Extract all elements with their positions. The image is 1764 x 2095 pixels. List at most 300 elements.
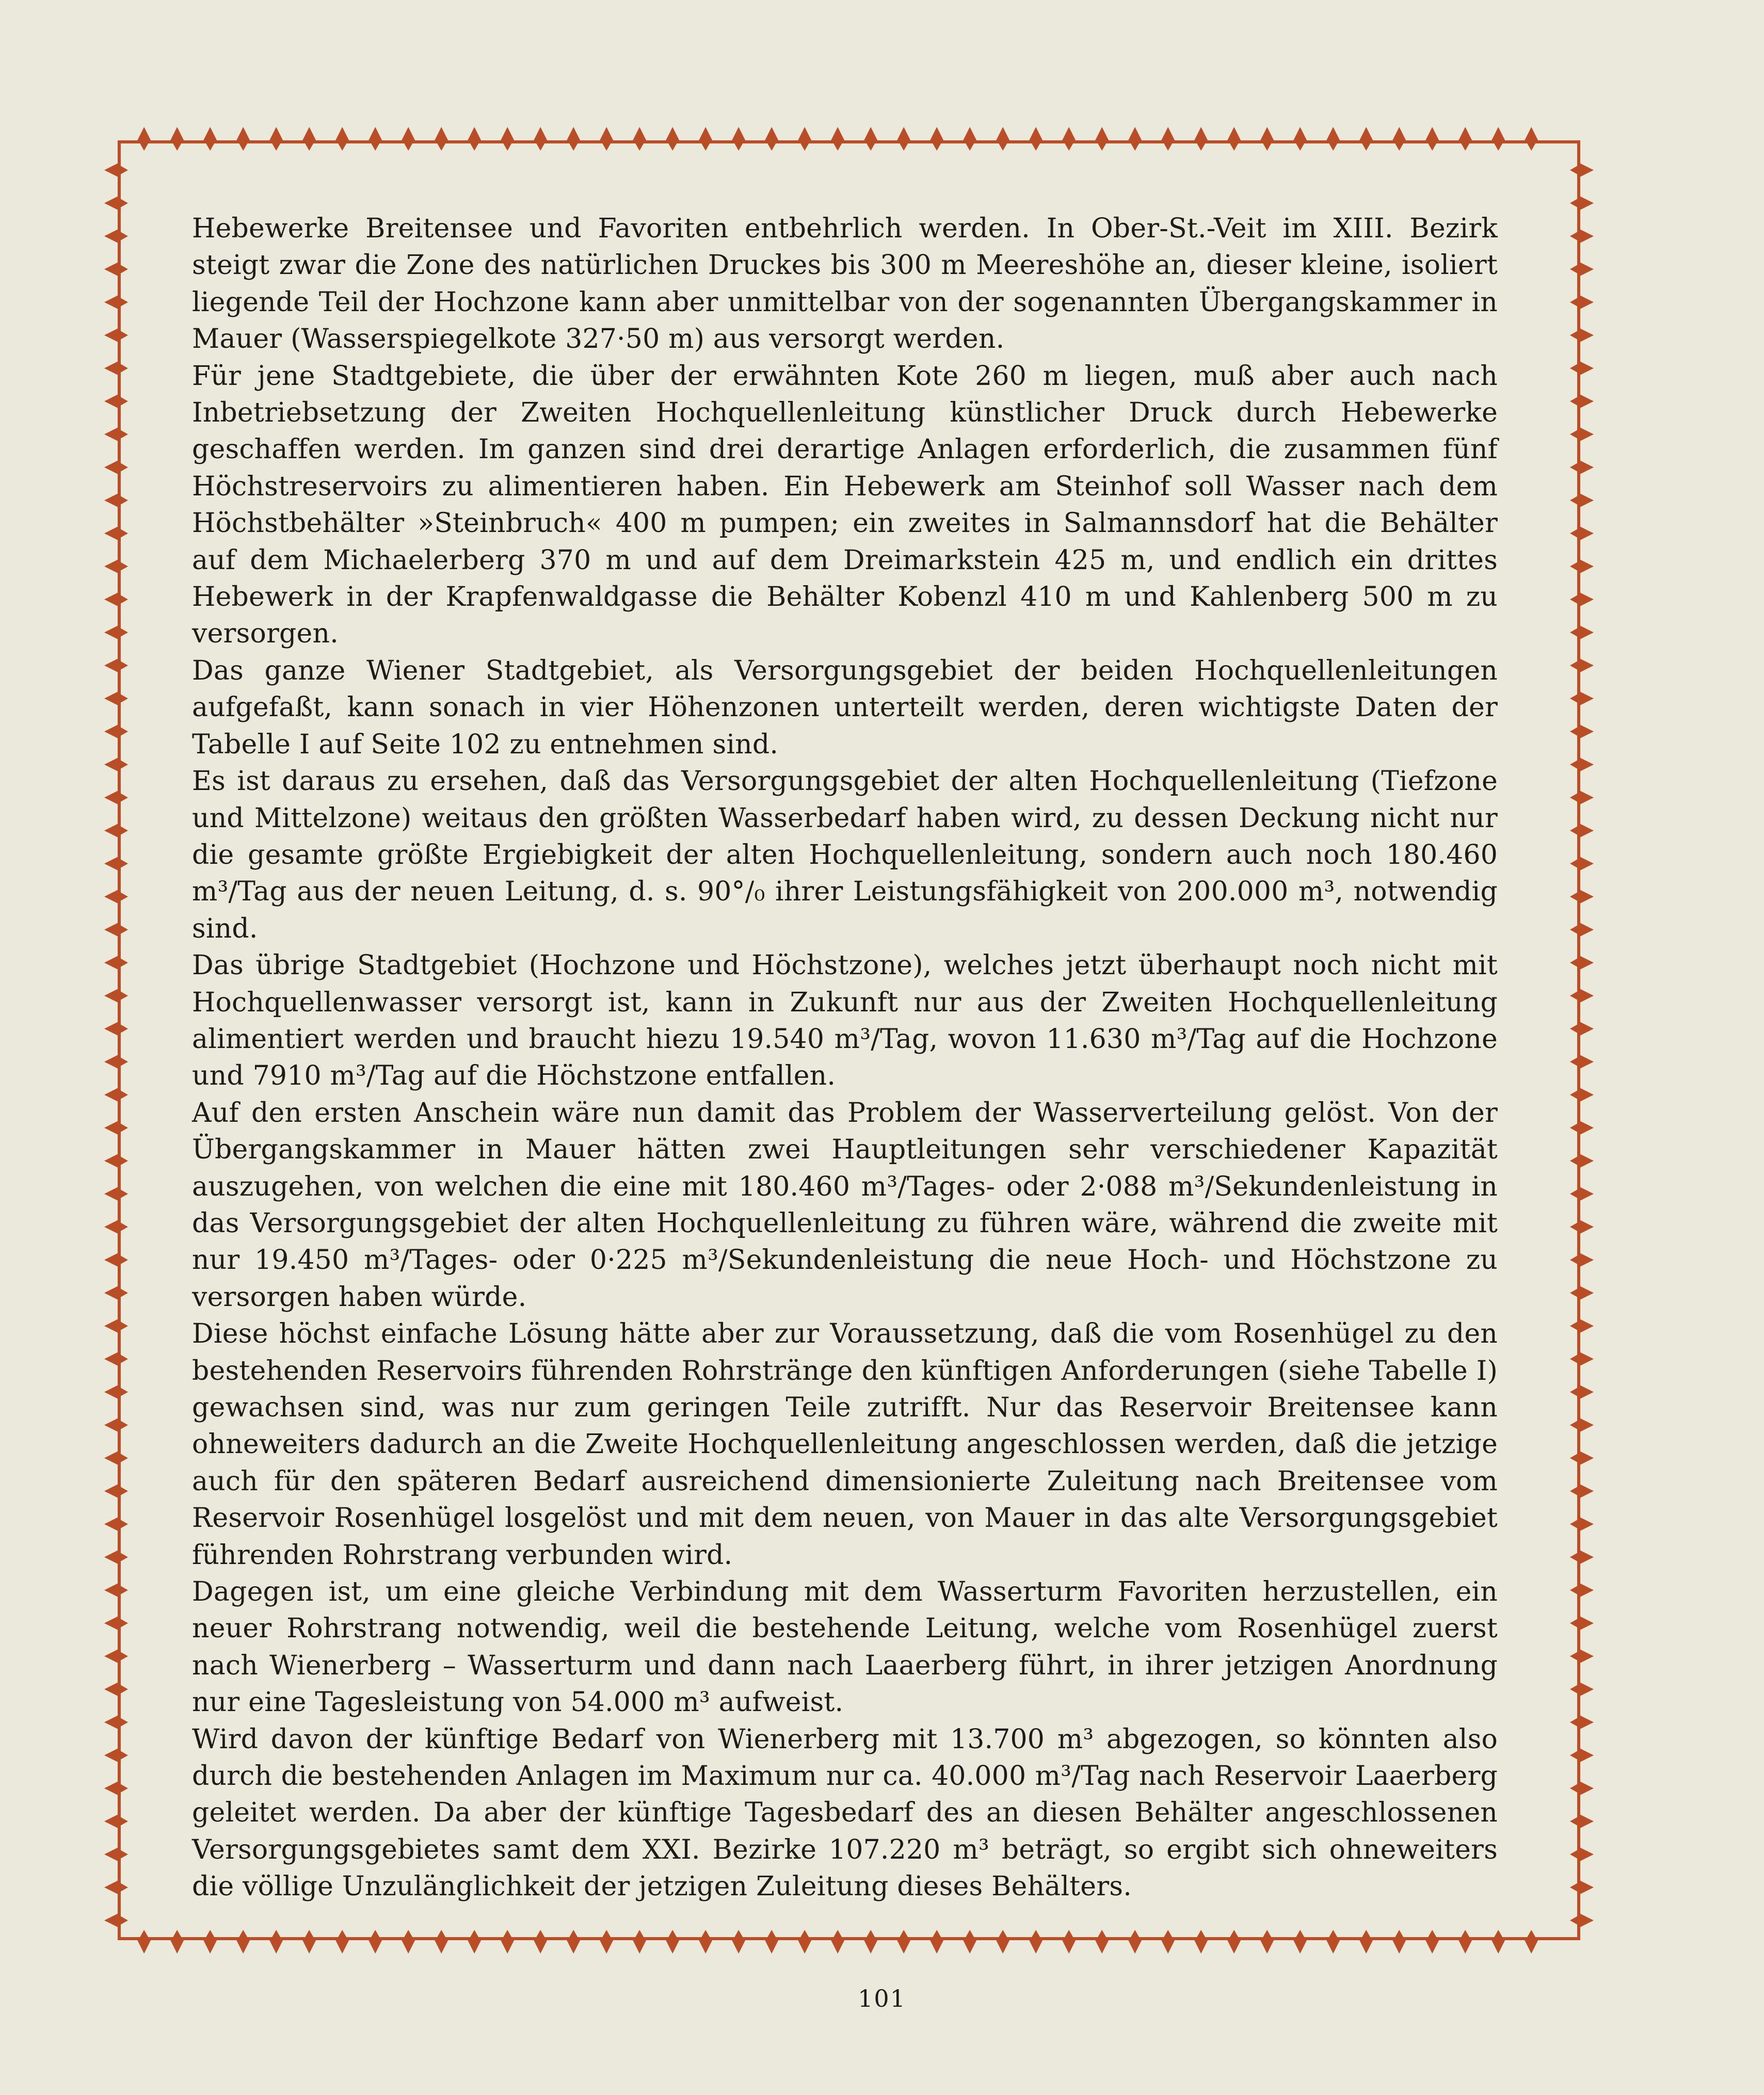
ornament-triangle [104, 164, 118, 177]
ornament-triangle [437, 1930, 445, 1937]
ornament-triangle [1128, 127, 1142, 140]
ornament-triangle [1570, 1553, 1577, 1561]
ornament-triangle [1525, 127, 1538, 140]
ornament-triangle [1580, 1716, 1594, 1729]
ornament-triangle [1580, 395, 1594, 408]
ornament-triangle [1570, 1223, 1577, 1231]
ornament-triangle [701, 1930, 710, 1937]
ornament-triangle [104, 1848, 118, 1861]
ornament-triangle [121, 1718, 128, 1727]
ornament-triangle [104, 626, 118, 639]
ornament-triangle [104, 527, 118, 540]
ornament-triangle [104, 1551, 118, 1564]
ornament-triangle [1227, 127, 1241, 140]
ornament-triangle [1580, 956, 1594, 970]
ornament-triangle [104, 725, 118, 738]
ornament-triangle [1570, 1652, 1577, 1661]
ornament-triangle [104, 1385, 118, 1399]
ornament-triangle [1580, 1022, 1594, 1036]
ornament-triangle [798, 127, 811, 140]
ornament-triangle [567, 1940, 580, 1954]
ornament-triangle [867, 143, 875, 151]
ornament-triangle [402, 1940, 415, 1954]
ornament-triangle [633, 1940, 646, 1954]
ornament-triangle [1296, 143, 1304, 151]
ornament-triangle [121, 827, 128, 835]
ornament-triangle [1580, 296, 1594, 309]
ornament-triangle [1098, 1930, 1106, 1937]
ornament-triangle [121, 628, 128, 637]
ornament-triangle [104, 923, 118, 937]
ornament-triangle [1570, 1487, 1577, 1495]
ornament-triangle [121, 166, 128, 174]
ornament-triangle [833, 1930, 842, 1937]
ornament-triangle [567, 127, 580, 140]
ornament-triangle [1570, 1025, 1577, 1033]
ornament-triangle [305, 1930, 313, 1937]
ornament-triangle [1580, 890, 1594, 904]
ornament-triangle [963, 1940, 976, 1954]
ornament-triangle [1570, 1190, 1577, 1198]
ornament-triangle [1570, 1520, 1577, 1528]
ornament-triangle [335, 1940, 349, 1954]
ornament-triangle [121, 562, 128, 571]
ornament-triangle [1570, 1322, 1577, 1330]
ornament-triangle [404, 1930, 412, 1937]
ornament-triangle [800, 1930, 809, 1937]
ornament-triangle [121, 1124, 128, 1132]
ornament-triangle [1062, 1940, 1076, 1954]
ornament-triangle [1263, 1930, 1271, 1937]
ornament-triangle [1580, 560, 1594, 573]
ornament-triangle [1580, 362, 1594, 375]
paragraph: Es ist daraus zu ersehen, daß das Versorgungsgebiet der alten Hochquellenleitung (Tiefzone und Mittelzone) weitaus den größten Wasserbedarf haben wird, zu dessen Deckung nicht nur die gesamte größte Ergiebigkeit der alten Hochquellenleitung, sondern auch noch 180.460 m³/Tag aus der neuen Leitung, d. s. 90°/₀ ihrer Leistungsfähigkeit von 200.000 m³, notwendig sind. [192, 766, 1498, 944]
ornament-triangle [1580, 1485, 1594, 1498]
ornament-triangle [1580, 1683, 1594, 1696]
ornament-triangle [121, 1355, 128, 1363]
ornament-triangle [1570, 1718, 1577, 1727]
ornament-triangle [435, 1940, 448, 1954]
ornament-triangle [121, 529, 128, 538]
ornament-triangle [930, 127, 943, 140]
ornament-triangle [701, 143, 710, 151]
ornament-triangle [1570, 1124, 1577, 1132]
ornament-triangle [121, 695, 128, 703]
ornament-triangle [104, 989, 118, 1003]
ornament-triangle [930, 1940, 943, 1954]
ornament-triangle [1580, 527, 1594, 540]
ornament-triangle [1580, 1220, 1594, 1234]
ornament-triangle [1527, 143, 1535, 151]
ornament-triangle [1359, 127, 1373, 140]
ornament-triangle [1580, 1187, 1594, 1201]
paragraph: Hebewerke Breitensee und Favoriten entbehrlich werden. In Ober-St.-Veit im XIII. Bezirk steigt zwar die Zone des natürlichen Druckes bis 300 m Meereshöhe an, dieser kleine, isoliert liegende Teil der Hochzone kann aber unmittelbar von der sogenannten Übergangskammer in Mauer (Wasserspiegelkote 327·50 m) aus versorgt werden. [192, 213, 1498, 355]
ornament-triangle [121, 761, 128, 769]
ornament-triangle [1395, 143, 1403, 151]
ornament-triangle [1580, 1848, 1594, 1861]
ornament-triangle [1029, 127, 1043, 140]
ornament-triangle [121, 463, 128, 472]
ornament-triangle [1197, 1930, 1205, 1937]
ornament-triangle [1458, 1940, 1472, 1954]
ornament-triangle [1131, 143, 1139, 151]
ornament-triangle [104, 1617, 118, 1630]
ornament-triangle [1580, 1914, 1594, 1927]
ornament-triangle [1580, 1551, 1594, 1564]
ornament-triangle [600, 127, 613, 140]
ornament-triangle [239, 1930, 247, 1937]
ornament-triangle [1570, 827, 1577, 835]
ornament-triangle [121, 1256, 128, 1264]
ornament-triangle [1359, 1940, 1373, 1954]
ornament-triangle [371, 1930, 379, 1937]
ornament-triangle [121, 496, 128, 505]
ornament-triangle [121, 1058, 128, 1066]
ornament-triangle [121, 1421, 128, 1429]
ornament-triangle [635, 143, 644, 151]
ornament-triangle [1362, 143, 1370, 151]
ornament-triangle [269, 127, 283, 140]
ornament-triangle [1580, 1055, 1594, 1069]
ornament-triangle [121, 1586, 128, 1594]
ornament-triangle [104, 1352, 118, 1366]
ornament-triangle [104, 791, 118, 804]
ornament-triangle [1580, 659, 1594, 672]
ornament-triangle [121, 595, 128, 604]
ornament-triangle [104, 329, 118, 342]
ornament-triangle [1580, 1154, 1594, 1168]
ornament-triangle [104, 857, 118, 871]
ornament-triangle [104, 1319, 118, 1333]
ornament-triangle [173, 1930, 181, 1937]
ornament-triangle [1161, 1940, 1175, 1954]
ornament-triangle [104, 1055, 118, 1069]
ornament-triangle [1570, 1157, 1577, 1165]
ornament-triangle [121, 1784, 128, 1793]
ornament-triangle [1570, 662, 1577, 670]
ornament-triangle [121, 331, 128, 340]
ornament-triangle [1260, 1940, 1274, 1954]
ornament-triangle [206, 143, 214, 151]
ornament-triangle [104, 230, 118, 243]
ornament-triangle [272, 1930, 280, 1937]
ornament-triangle [1065, 143, 1073, 151]
ornament-triangle [897, 127, 910, 140]
ornament-triangle [121, 893, 128, 901]
ornament-triangle [121, 1883, 128, 1892]
ornament-triangle [121, 1025, 128, 1033]
ornament-triangle [1580, 1584, 1594, 1597]
ornament-triangle [999, 1930, 1007, 1937]
ornament-triangle [104, 758, 118, 771]
ornament-triangle [338, 143, 346, 151]
ornament-triangle [121, 364, 128, 373]
ornament-triangle [963, 127, 976, 140]
ornament-triangle [1570, 992, 1577, 1000]
ornament-triangle [121, 1685, 128, 1694]
ornament-triangle [1580, 1319, 1594, 1333]
ornament-triangle [1194, 1940, 1208, 1954]
ornament-triangle [104, 560, 118, 573]
ornament-triangle [104, 1187, 118, 1201]
ornament-triangle [1428, 1930, 1436, 1937]
ornament-triangle [1425, 1940, 1439, 1954]
ornament-triangle [121, 662, 128, 670]
ornament-triangle [104, 362, 118, 375]
ornament-triangle [1580, 857, 1594, 871]
ornament-triangle [1570, 1091, 1577, 1099]
ornament-triangle [1580, 692, 1594, 705]
ornament-triangle [1580, 1881, 1594, 1894]
ornament-triangle [767, 1930, 776, 1937]
ornament-triangle [121, 1487, 128, 1495]
ornament-triangle [1570, 430, 1577, 439]
paragraph: Wird davon der künftige Bedarf von Wienerberg mit 13.700 m³ abgezogen, so könnten also durch die bestehenden Anlagen im Maximum nur ca. 40.000 m³/Tag nach Reservoir Laaerberg geleitet werden. Da aber der künftige Tagesbedarf des an diesen Behälter angeschlossenen Versorgungsgebietes samt dem XXI. Bezirke 107.220 m³ beträgt, so ergibt sich ohneweiters die völlige Unzulänglichkeit der jetzigen Zuleitung dieses Behälters. [192, 1723, 1498, 1903]
ornament-triangle [104, 197, 118, 210]
ornament-triangle [1570, 463, 1577, 472]
ornament-triangle [900, 143, 908, 151]
ornament-triangle [668, 143, 677, 151]
ornament-triangle [1570, 1685, 1577, 1694]
ornament-triangle [104, 1485, 118, 1498]
paragraph: Für jene Stadtgebiete, die über der erwähnten Kote 260 m liegen, muß aber auch nach Inbetriebsetzung der Zweiten Hochquellenleitung künstlicher Druck durch Hebewerke geschaffen werden. Im ganzen sind drei derartige Anlagen erforderlich, die zusammen fünf Höchstreservoirs zu alimentieren haben. Ein Hebewerk am Steinhof soll Wasser nach dem Höchstbehälter »Steinbruch« 400 m pumpen; ein zweites in Salmannsdorf hat die Behälter auf dem Michaelerberg 370 m und auf dem Dreimarkstein 425 m, und endlich ein drittes Hebewerk in der Krapfenwaldgasse die Behälter Kobenzl 410 m und Kahlenberg 500 m zu versorgen. [192, 360, 1498, 650]
ornament-triangle [402, 127, 415, 140]
ornament-triangle [104, 593, 118, 606]
ornament-triangle [633, 127, 646, 140]
ornament-triangle [833, 143, 842, 151]
ornament-triangle [1570, 529, 1577, 538]
ornament-triangle [1461, 1930, 1469, 1937]
ornament-triangle [470, 143, 478, 151]
ornament-triangle [104, 824, 118, 837]
ornament-triangle [302, 1940, 316, 1954]
ornament-triangle [104, 1650, 118, 1663]
ornament-triangle [1580, 1815, 1594, 1828]
ornament-triangle [1570, 1586, 1577, 1594]
ornament-triangle [966, 1930, 974, 1937]
ornament-triangle [1227, 1940, 1241, 1954]
ornament-triangle [404, 143, 412, 151]
ornament-triangle [104, 1022, 118, 1036]
ornament-triangle [104, 1121, 118, 1135]
ornament-triangle [1570, 166, 1577, 174]
ornament-triangle [1570, 926, 1577, 934]
ornament-triangle [1296, 1930, 1304, 1937]
ornament-triangle [1095, 127, 1109, 140]
ornament-triangle [999, 143, 1007, 151]
ornament-triangle [1580, 1385, 1594, 1399]
ornament-triangle [1570, 1058, 1577, 1066]
ornament-triangle [203, 1940, 217, 1954]
paragraph: Das ganze Wiener Stadtgebiet, als Versorgungsgebiet der beiden Hochquellenleitungen aufgefaßt, kann sonach in vier Höhenzonen unterteilt werden, deren wichtigste Daten der Tabelle I auf Seite 102 zu entnehmen sind. [192, 655, 1498, 760]
ornament-triangle [1428, 143, 1436, 151]
ornament-triangle [1580, 1782, 1594, 1795]
ornament-triangle [121, 926, 128, 934]
ornament-triangle [1293, 1940, 1307, 1954]
ornament-triangle [734, 1930, 743, 1937]
ornament-triangle [104, 1683, 118, 1696]
ornament-triangle [602, 1930, 611, 1937]
ornament-triangle [104, 1253, 118, 1267]
ornament-triangle [104, 1749, 118, 1762]
ornament-triangle [933, 1930, 941, 1937]
ornament-triangle [121, 1091, 128, 1099]
ornament-triangle [104, 428, 118, 441]
ornament-triangle [121, 232, 128, 240]
ornament-triangle [121, 728, 128, 736]
ornament-triangle [536, 143, 544, 151]
ornament-triangle [104, 1220, 118, 1234]
ornament-triangle [765, 127, 778, 140]
ornament-triangle [468, 1940, 481, 1954]
ornament-triangle [1425, 127, 1439, 140]
ornament-triangle [272, 143, 280, 151]
ornament-triangle [831, 127, 844, 140]
ornament-triangle [104, 461, 118, 474]
ornament-triangle [1494, 1930, 1502, 1937]
ornament-triangle [236, 1940, 250, 1954]
ornament-triangle [121, 794, 128, 802]
ornament-triangle [104, 1914, 118, 1927]
ornament-triangle [1580, 824, 1594, 837]
ornament-triangle [1461, 143, 1469, 151]
ornament-triangle [121, 430, 128, 439]
ornament-triangle [371, 143, 379, 151]
ornament-triangle [1580, 428, 1594, 441]
ornament-triangle [1580, 1253, 1594, 1267]
ornament-triangle [1392, 127, 1406, 140]
ornament-triangle [1570, 1751, 1577, 1760]
ornament-triangle [121, 298, 128, 307]
ornament-triangle [121, 1817, 128, 1826]
ornament-triangle [1570, 893, 1577, 901]
ornament-triangle [1570, 1289, 1577, 1297]
ornament-triangle [1580, 164, 1594, 177]
ornament-triangle [734, 143, 743, 151]
ornament-triangle [1580, 923, 1594, 937]
ornament-triangle [1580, 461, 1594, 474]
ornament-triangle [1570, 496, 1577, 505]
ornament-triangle [206, 1930, 214, 1937]
ornament-triangle [338, 1930, 346, 1937]
ornament-triangle [1580, 1286, 1594, 1300]
ornament-triangle [1570, 331, 1577, 340]
ornament-triangle [121, 1916, 128, 1925]
ornament-triangle [798, 1940, 811, 1954]
ornament-triangle [121, 1619, 128, 1627]
ornament-triangle [368, 127, 382, 140]
ornament-triangle [121, 959, 128, 967]
ornament-triangle [501, 127, 514, 140]
ornament-triangle [867, 1930, 875, 1937]
ornament-triangle [104, 1584, 118, 1597]
ornament-triangle [269, 1940, 283, 1954]
ornament-triangle [335, 127, 349, 140]
ornament-triangle [1492, 1940, 1505, 1954]
ornament-triangle [137, 1940, 151, 1954]
ornament-triangle [1570, 1454, 1577, 1462]
ornament-triangle [569, 143, 578, 151]
ornament-triangle [140, 1930, 148, 1937]
ornament-triangle [104, 659, 118, 672]
ornament-triangle [368, 1940, 382, 1954]
ornament-triangle [1570, 562, 1577, 571]
ornament-triangle [503, 143, 511, 151]
body-text [192, 211, 1498, 1906]
ornament-triangle [104, 494, 118, 507]
ornament-triangle [121, 199, 128, 207]
ornament-triangle [534, 1940, 547, 1954]
ornament-triangle [121, 1652, 128, 1661]
ornament-triangle [668, 1930, 677, 1937]
ornament-triangle [1230, 143, 1238, 151]
ornament-triangle [1570, 959, 1577, 967]
ornament-triangle [1570, 794, 1577, 802]
ornament-triangle [1580, 791, 1594, 804]
ornament-triangle [121, 860, 128, 868]
ornament-triangle [236, 127, 250, 140]
ornament-triangle [104, 1716, 118, 1729]
ornament-triangle [121, 1157, 128, 1165]
ornament-triangle [1570, 860, 1577, 868]
ornament-triangle [966, 143, 974, 151]
ornament-triangle [1580, 1121, 1594, 1135]
ornament-triangle [121, 1388, 128, 1396]
ornament-triangle [1326, 127, 1340, 140]
ornament-triangle [1580, 1419, 1594, 1432]
ornament-triangle [1032, 1930, 1040, 1937]
ornament-triangle [104, 890, 118, 904]
ornament-triangle [104, 1286, 118, 1300]
ornament-triangle [1570, 628, 1577, 637]
ornament-triangle [1580, 626, 1594, 639]
ornament-triangle [239, 143, 247, 151]
ornament-triangle [1062, 127, 1076, 140]
ornament-triangle [1570, 1817, 1577, 1826]
ornament-triangle [996, 1940, 1009, 1954]
ornament-triangle [1570, 595, 1577, 604]
ornament-triangle [1458, 127, 1472, 140]
ornament-triangle [104, 1518, 118, 1531]
ornament-triangle [1580, 725, 1594, 738]
ornament-triangle [1570, 1619, 1577, 1627]
ornament-triangle [666, 127, 679, 140]
ornament-triangle [305, 143, 313, 151]
ornament-triangle [1362, 1930, 1370, 1937]
ornament-triangle [170, 1940, 184, 1954]
ornament-triangle [121, 1190, 128, 1198]
ornament-triangle [121, 1553, 128, 1561]
ornament-triangle [104, 956, 118, 970]
ornament-triangle [569, 1930, 578, 1937]
ornament-triangle [1580, 593, 1594, 606]
ornament-triangle [1570, 1355, 1577, 1363]
ornament-triangle [1570, 1850, 1577, 1859]
ornament-triangle [1580, 263, 1594, 276]
ornament-triangle [800, 143, 809, 151]
ornament-triangle [1570, 761, 1577, 769]
ornament-triangle [602, 143, 611, 151]
ornament-triangle [1329, 143, 1337, 151]
ornament-triangle [1580, 230, 1594, 243]
ornament-triangle [1580, 1352, 1594, 1366]
ornament-triangle [699, 127, 712, 140]
ornament-triangle [933, 143, 941, 151]
ornament-triangle [1580, 197, 1594, 210]
ornament-triangle [732, 1940, 745, 1954]
ornament-triangle [1395, 1930, 1403, 1937]
ornament-triangle [104, 1782, 118, 1795]
